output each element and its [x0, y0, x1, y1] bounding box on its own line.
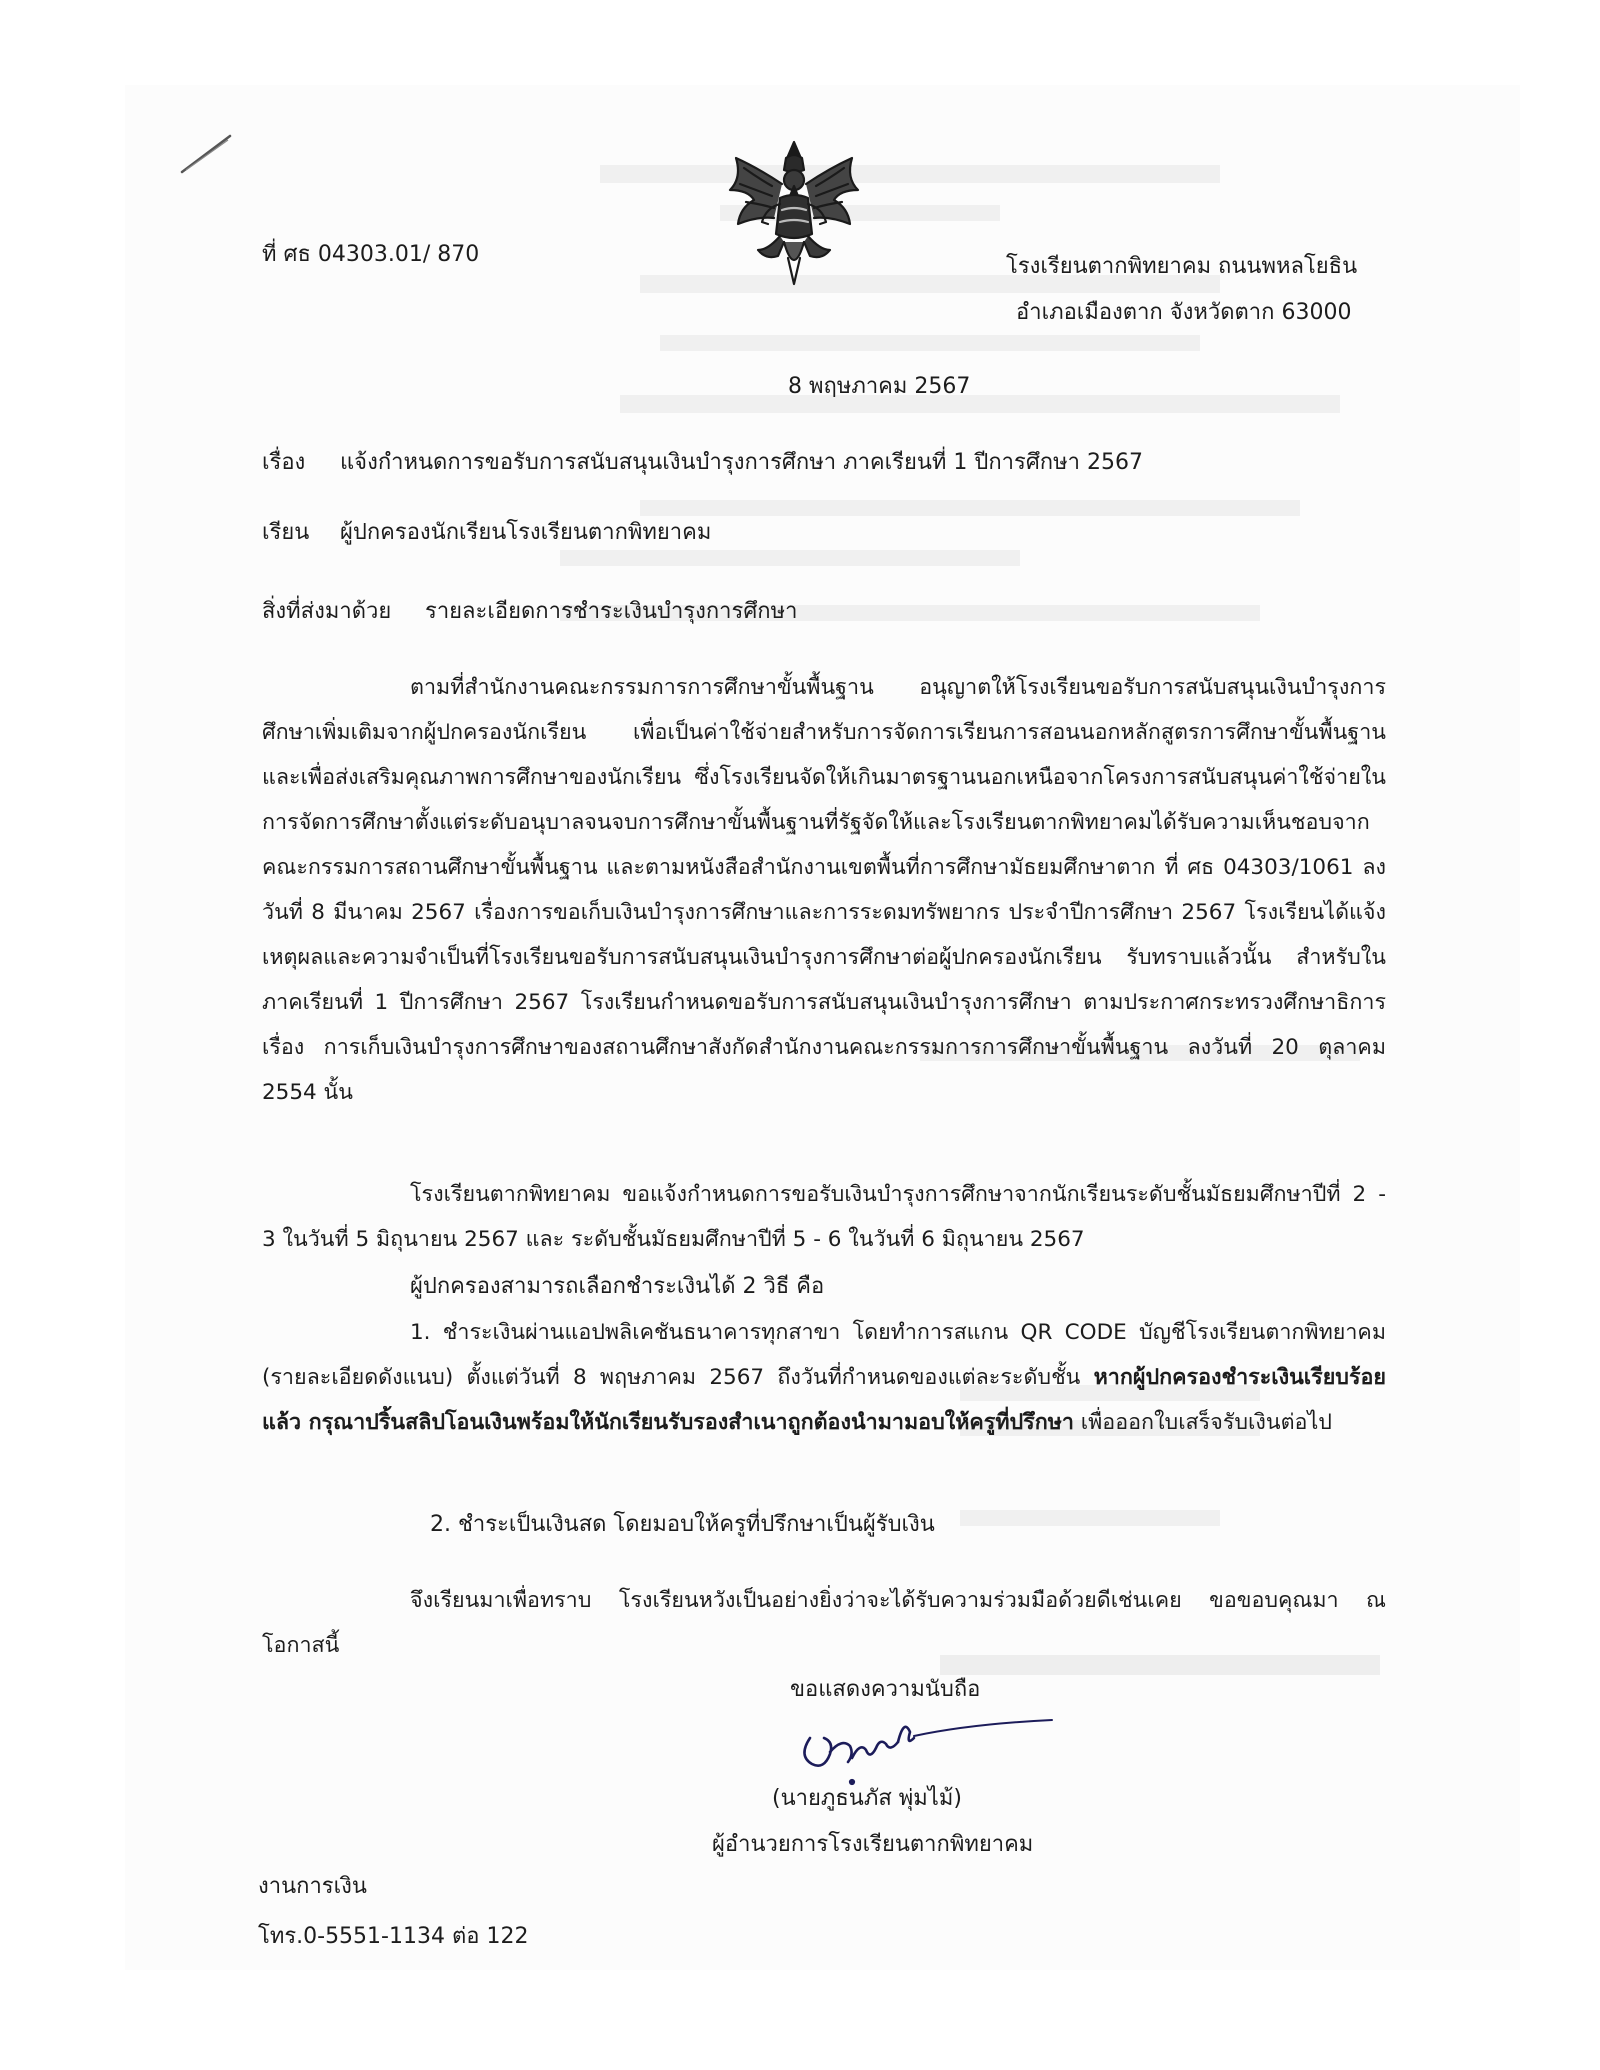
closing-paragraph: จึงเรียนมาเพื่อทราบ โรงเรียนหวังเป็นอย่างยิ่งว่าจะได้รับความร่วมมือด้วยดีเช่นเคย ขอขอบคุณมา ณ โอกาสนี้ — [262, 1588, 1386, 1658]
reference-number: ที่ ศธ 04303.01/ 870 — [262, 242, 480, 267]
sender-address-line1: โรงเรียนตากพิทยาคม ถนนพหลโยธิน — [1006, 254, 1358, 279]
sender-address-line2: อำเภอเมืองตาก จังหวัดตาก 63000 — [1016, 300, 1352, 325]
subject-label: เรื่อง — [262, 450, 306, 475]
pen-scratch-mark — [178, 128, 238, 178]
body-paragraph-1: ตามที่สำนักงานคณะกรรมการการศึกษาขั้นพื้นฐาน อนุญาตให้โรงเรียนขอรับการสนับสนุนเงินบำรุงการศึกษาเพิ่มเติมจากผู้ปกครองนักเรียน เพื่อเป็นค่าใช้จ่ายสำหรับการจัดการเรียนการสอนนอกหลักสูตรการศึกษาขั้นพื้นฐาน และเพื่อส่งเสริมคุณภาพการศึกษาของนักเรียน ซึ่งโรงเรียนจัดให้เกินมาตรฐานนอกเหนือจากโครงการสนับสนุนค่าใช้จ่ายในการจัดการศึกษาตั้งแต่ระดับอนุบาลจนจบการศึกษาขั้นพื้นฐานที่รัฐจัดให้และโรงเรียนตากพิทยาคมได้รับความเห็นชอบจากคณะกรรมการสถานศึกษาขั้นพื้นฐาน และตามหนังสือสำนักงานเขตพื้นที่การศึกษามัธยมศึกษาตาก ที่ ศธ 04303/1061 ลงวันที่ 8 มีนาคม 2567 เรื่องการขอเก็บเงินบำรุงการศึกษาและการระดมทรัพยากร ประจำปีการศึกษา 2567 โรงเรียนได้แจ้งเหตุผลและความจำเป็นที่โรงเรียนขอรับการสนับสนุนเงินบำรุงการศึกษาต่อผู้ปกครองนักเรียน รับทราบแล้วนั้น สำหรับในภาคเรียนที่ 1 ปีการศึกษา 2567 โรงเรียนกำหนดขอรับการสนับสนุนเงินบำรุงการศึกษา ตามประกาศกระทรวงศึกษาธิการ เรื่อง การเก็บเงินบำรุงการศึกษาของสถานศึกษาสังกัดสำนักงานคณะกรรมการการศึกษาขั้นพื้นฐาน ลงวันที่ 20 ตุลาคม 2554 นั้น — [262, 675, 1386, 1105]
recipient-label: เรียน — [262, 520, 310, 545]
enclosure-label: สิ่งที่ส่งมาด้วย — [262, 599, 392, 624]
signer-title: ผู้อำนวยการโรงเรียนตากพิทยาคม — [712, 1832, 1034, 1857]
payment-option-2: 2. ชำระเป็นเงินสด โดยมอบให้ครูที่ปรึกษาเป็นผู้รับเงิน — [430, 1512, 935, 1537]
letter-date: 8 พฤษภาคม 2567 — [788, 374, 971, 399]
option1-text-bold: หากผู้ปกครองชำระเงินเรียบร้อยแล้ว กรุณาปริ้นสลิปโอนเงินพร้อมให้นักเรียนรับรองสำเนาถูกต้องนำมามอบให้ครูที่ปรึกษา — [262, 1365, 1386, 1435]
option1-text-a: 1. ชำระเงินผ่านแอปพลิเคชันธนาคารทุกสาขา โดยทำการสแกน QR CODE บัญชีโรงเรียนตากพิทยาคม (รายละเอียดดังแนบ) ตั้งแต่วันที่ 8 พฤษภาคม 2567 ถึงวันที่กำหนดของแต่ละระดับชั้น — [262, 1320, 1386, 1390]
enclosure-text: รายละเอียดการชำระเงินบำรุงการศึกษา — [425, 599, 798, 624]
contact-phone: โทร.0-5551-1134 ต่อ 122 — [258, 1924, 529, 1949]
payment-methods-intro: ผู้ปกครองสามารถเลือกชำระเงินได้ 2 วิธี คือ — [410, 1274, 825, 1299]
body-paragraph-2: โรงเรียนตากพิทยาคม ขอแจ้งกำหนดการขอรับเงินบำรุงการศึกษาจากนักเรียนระดับชั้นมัธยมศึกษาปีที่ 2 - 3 ในวันที่ 5 มิถุนายน 2567 และ ระดับชั้นมัธยมศึกษาปีที่ 5 - 6 ในวันที่ 6 มิถุนายน 2567 — [262, 1182, 1386, 1252]
payment-option-1 — [262, 1310, 1386, 1445]
handwritten-signature — [790, 1698, 1070, 1788]
garuda-emblem-icon — [718, 138, 870, 288]
option1-text-b: เพื่อออกใบเสร็จรับเงินต่อไป — [1073, 1410, 1332, 1435]
subject-text: แจ้งกำหนดการขอรับการสนับสนุนเงินบำรุงการศึกษา ภาคเรียนที่ 1 ปีการศึกษา 2567 — [340, 450, 1143, 475]
department-name: งานการเงิน — [258, 1874, 367, 1899]
salutation: ขอแสดงความนับถือ — [790, 1677, 981, 1702]
recipient-text: ผู้ปกครองนักเรียนโรงเรียนตากพิทยาคม — [340, 520, 712, 545]
signer-name: (นายภูธนภัส พุ่มไม้) — [772, 1786, 962, 1811]
